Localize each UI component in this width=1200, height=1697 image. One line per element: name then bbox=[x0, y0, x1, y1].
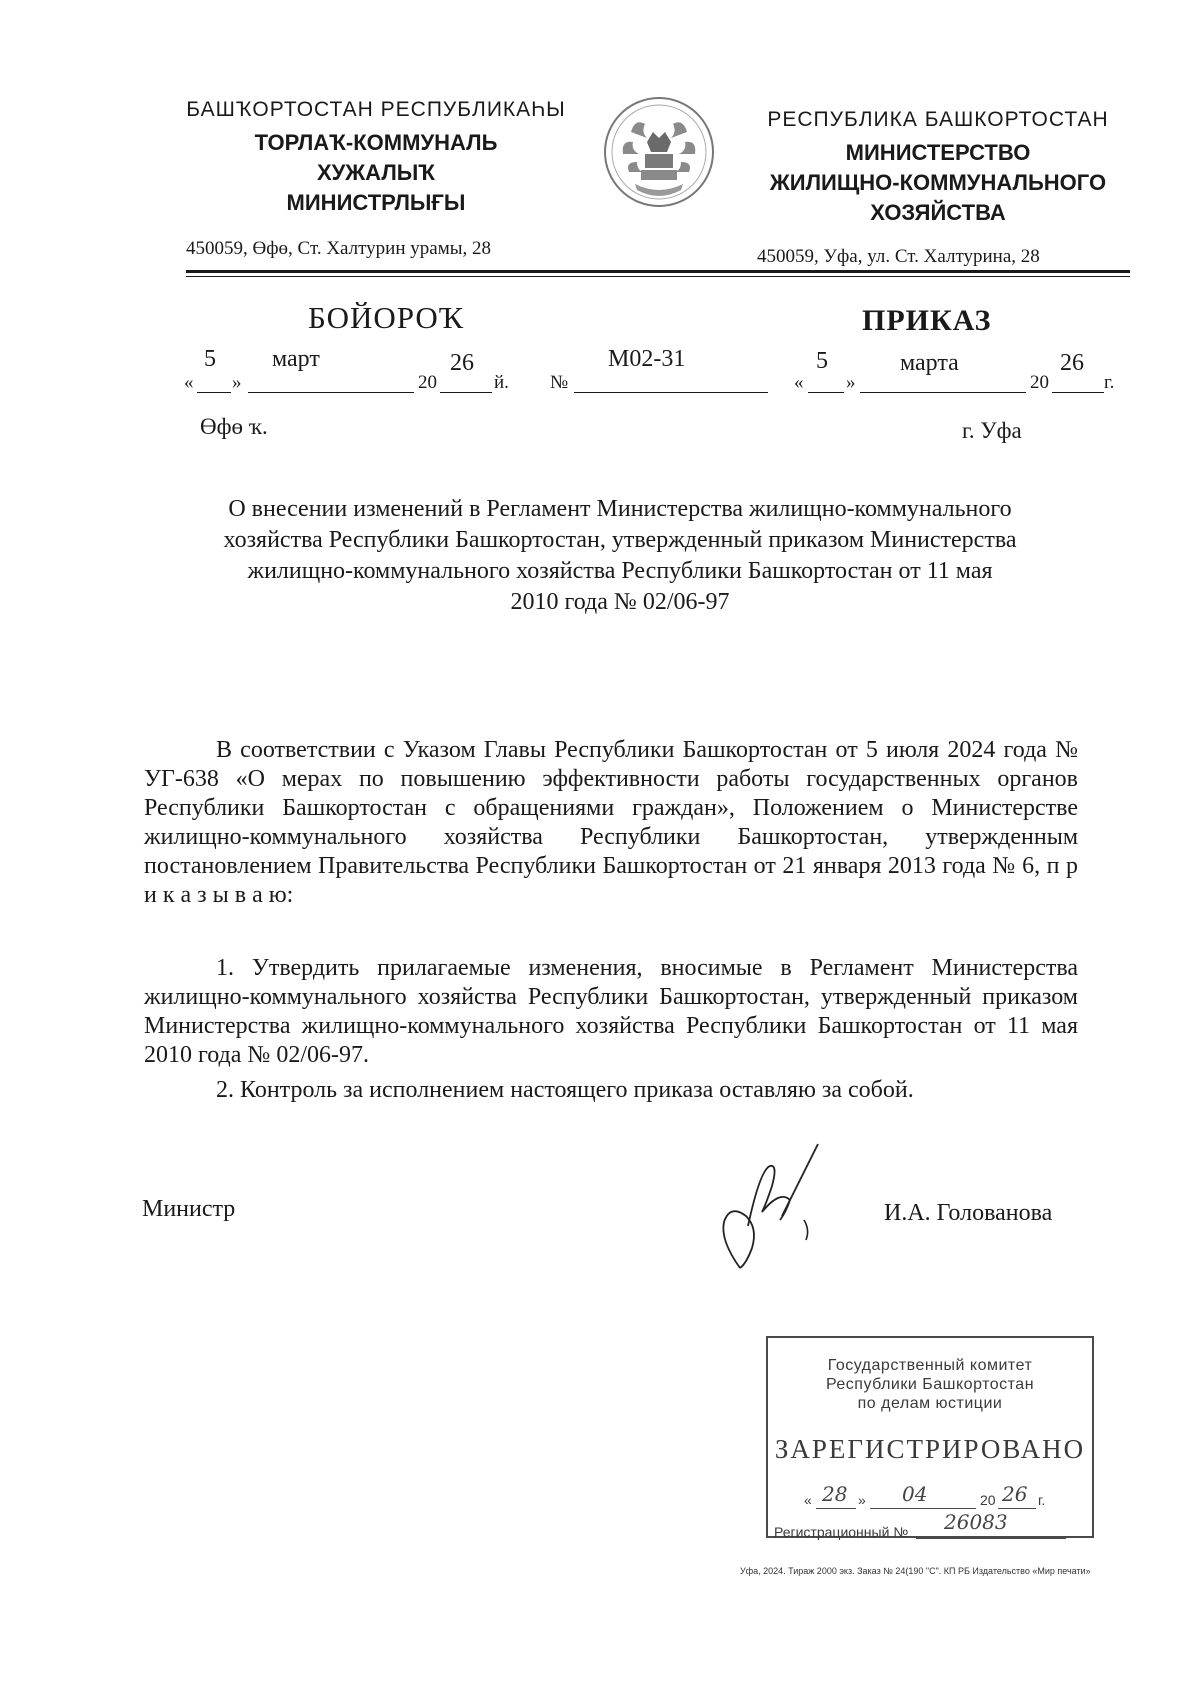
date-suffix: й. bbox=[494, 372, 509, 393]
stamp-organization bbox=[768, 1356, 1092, 1413]
date-year-prefix: 20 bbox=[418, 372, 437, 393]
date-month: марта bbox=[900, 350, 959, 376]
date-month: март bbox=[272, 346, 320, 372]
title-line: жилищно-коммунального хозяйства Республики Башкортостан от 11 мая bbox=[247, 558, 993, 584]
stamp-year-prefix: 20 bbox=[980, 1492, 996, 1508]
date-year-line bbox=[1052, 392, 1104, 393]
doc-type-russian: ПРИКАЗ bbox=[862, 304, 992, 337]
stamp-reg-line bbox=[916, 1538, 1066, 1539]
date-close-quote: » bbox=[232, 372, 242, 393]
printing-imprint: Уфа, 2024. Тираж 2000 экз. Заказ № 24(190 "С". КП РБ Издательство «Мир печати» bbox=[740, 1566, 1091, 1576]
ministry-name-russian bbox=[748, 138, 1128, 228]
ministry-name-bashkir bbox=[168, 128, 584, 218]
stamp-year: 26 bbox=[1002, 1482, 1028, 1506]
stamp-close-quote: » bbox=[858, 1492, 866, 1508]
ministry-line: ЖИЛИЩНО-КОММУНАЛЬНОГО bbox=[769, 170, 1107, 195]
title-line: 2010 года № 02/06-97 bbox=[510, 589, 730, 615]
signer-role: Министр bbox=[142, 1196, 236, 1222]
ministry-line: МИНИСТРЛЫҒЫ bbox=[286, 190, 466, 215]
registration-stamp bbox=[766, 1336, 1094, 1538]
ministry-line: МИНИСТЕРСТВО bbox=[845, 140, 1031, 165]
date-year: 26 bbox=[450, 350, 474, 376]
stamp-open-quote: « bbox=[804, 1492, 812, 1508]
document-title bbox=[160, 494, 1080, 618]
date-day: 5 bbox=[816, 348, 828, 374]
stamp-org-line: Государственный комитет bbox=[827, 1357, 1033, 1374]
ministry-line: ТОРЛАҠ-КОММУНАЛЬ bbox=[254, 130, 498, 155]
city-bashkir: Өфө ҡ. bbox=[200, 414, 268, 439]
signature-icon bbox=[700, 1140, 850, 1270]
header-divider-thin bbox=[186, 276, 1130, 277]
stamp-day: 28 bbox=[822, 1482, 848, 1506]
stamp-org-line: по делам юстиции bbox=[857, 1395, 1003, 1412]
preamble-paragraph: В соответствии с Указом Главы Республики Башкортостан от 5 июля 2024 года № УГ-638 «О мерах по повышению эффективности работы государственных органов Республики Башкортостан с обращениями граждан», Положением о Министерстве жилищно-коммунального хозяйства Республики Башкортостан, утвержденным постановлением Правительства Республики Башкортостан от 21 января 2013 года № 6, п р и к а з ы в а ю: bbox=[144, 737, 1078, 908]
header-divider bbox=[186, 270, 1130, 273]
date-month-line bbox=[860, 392, 1026, 393]
signer-name: И.А. Голованова bbox=[884, 1200, 1053, 1226]
republic-name-bashkir: БАШҠОРТОСТАН РЕСПУБЛИКАҺЫ bbox=[186, 98, 566, 121]
title-line: О внесении изменений в Регламент Министерства жилищно-коммунального bbox=[228, 496, 1012, 522]
date-day-line bbox=[808, 392, 844, 393]
stamp-year-suffix: г. bbox=[1038, 1492, 1046, 1508]
letterhead-left bbox=[168, 98, 584, 218]
date-month-line bbox=[248, 392, 414, 393]
title-line: хозяйства Республики Башкортостан, утвержденный приказом Министерства bbox=[223, 527, 1017, 553]
doc-type-bashkir: БОЙОРОҠ bbox=[308, 300, 465, 335]
stamp-day-line bbox=[816, 1508, 856, 1509]
stamp-month-line bbox=[870, 1508, 976, 1509]
city-russian: г. Уфа bbox=[962, 418, 1022, 443]
date-day: 5 bbox=[204, 346, 216, 372]
republic-name-russian: РЕСПУБЛИКА БАШКОРТОСТАН bbox=[767, 108, 1109, 131]
date-open-quote: « bbox=[794, 372, 804, 393]
ministry-line: ХОЗЯЙСТВА bbox=[870, 200, 1006, 225]
ministry-line: ХУЖАЛЫҠ bbox=[316, 160, 436, 185]
stamp-reg-number: 26083 bbox=[944, 1510, 1008, 1534]
bashkortostan-emblem-icon bbox=[601, 92, 717, 212]
date-year-prefix: 20 bbox=[1030, 372, 1049, 393]
order-item-1: 1. Утвердить прилагаемые изменения, вносимые в Регламент Министерства жилищно-коммунального хозяйства Республики Башкортостан, утвержденный приказом Министерства жилищно-коммунального хозяйства Республики Башкортостан от 11 мая 2010 года № 02/06-97. bbox=[144, 955, 1078, 1068]
address-russian: 450059, Уфа, ул. Ст. Халтурина, 28 bbox=[757, 246, 1040, 267]
date-year-line bbox=[440, 392, 492, 393]
stamp-month: 04 bbox=[902, 1482, 928, 1506]
order-number-label: № bbox=[550, 372, 569, 393]
order-number: М02-31 bbox=[608, 346, 686, 372]
stamp-year-line bbox=[998, 1508, 1036, 1509]
address-bashkir: 450059, Өфө, Ст. Халтурин урамы, 28 bbox=[186, 238, 491, 259]
date-suffix: г. bbox=[1104, 372, 1115, 393]
date-close-quote: » bbox=[846, 372, 856, 393]
date-day-line bbox=[197, 392, 231, 393]
order-item-2: 2. Контроль за исполнением настоящего приказа оставляю за собой. bbox=[216, 1077, 914, 1103]
stamp-org-line: Республики Башкортостан bbox=[825, 1376, 1035, 1393]
letterhead-right bbox=[748, 108, 1128, 228]
date-open-quote: « bbox=[184, 372, 194, 393]
stamp-reg-label: Регистрационный № bbox=[774, 1524, 909, 1540]
order-number-line bbox=[574, 392, 768, 393]
date-year: 26 bbox=[1060, 350, 1084, 376]
stamp-status: ЗАРЕГИСТРИРОВАНО bbox=[774, 1434, 1086, 1464]
